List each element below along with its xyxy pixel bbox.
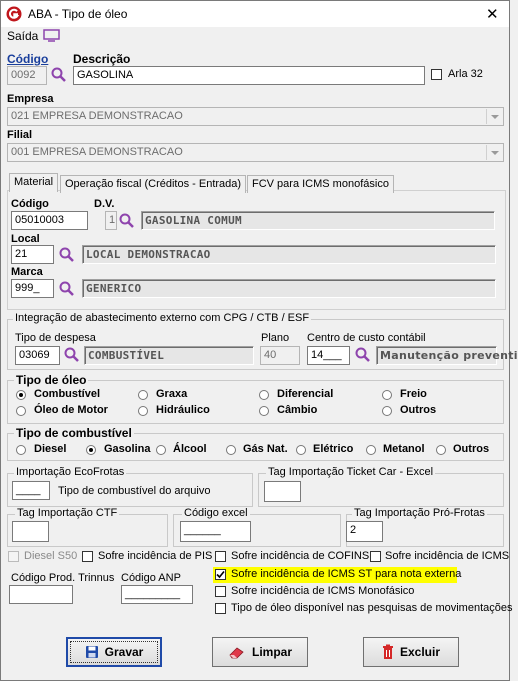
- radio-combustivel[interactable]: [16, 390, 26, 400]
- option-alcool[interactable]: Álcool: [173, 443, 207, 455]
- app-logo-icon: [6, 6, 22, 22]
- arla32-label: Arla 32: [448, 68, 483, 80]
- option-hidraulico[interactable]: Hidráulico: [156, 404, 210, 416]
- radio-gasolina[interactable]: [86, 445, 96, 455]
- centro-custo-input[interactable]: 14___: [307, 346, 350, 365]
- radio-hidraulico[interactable]: [138, 406, 148, 416]
- close-icon[interactable]: ✕: [486, 6, 499, 23]
- dv-input[interactable]: 1: [105, 211, 117, 230]
- tipo-combustivel-title: Tipo de combustível: [16, 426, 132, 440]
- option-outros-oleo[interactable]: Outros: [400, 404, 437, 416]
- ctf-input[interactable]: [12, 521, 49, 542]
- anp-label: Código ANP: [121, 572, 181, 584]
- option-graxa[interactable]: Graxa: [156, 388, 188, 400]
- filial-select[interactable]: [7, 143, 504, 162]
- excluir-label: Excluir: [399, 645, 441, 659]
- radio-diferencial[interactable]: [259, 390, 269, 400]
- option-freio[interactable]: Freio: [400, 388, 427, 400]
- search-icon[interactable]: [51, 67, 67, 83]
- centro-custo-label: Centro de custo contábil: [307, 332, 426, 344]
- radio-alcool[interactable]: [156, 445, 166, 455]
- eraser-icon: [228, 645, 246, 659]
- material-descricao: GASOLINA COMUM: [141, 211, 495, 230]
- empresa-select[interactable]: [7, 107, 504, 126]
- plano-label: Plano: [261, 332, 290, 344]
- excluir-button[interactable]: [363, 637, 459, 667]
- pis-label: Sofre incidência de PIS: [98, 550, 213, 562]
- disponivel-label: Tipo de óleo disponível nas pesquisas de movimentações: [231, 602, 513, 614]
- search-icon[interactable]: [64, 347, 80, 363]
- tipo-despesa-label: Tipo de despesa: [15, 332, 96, 344]
- search-icon[interactable]: [355, 347, 371, 363]
- codigo-input[interactable]: 0092: [7, 66, 47, 85]
- menu-saida[interactable]: Saída: [7, 29, 39, 43]
- diesel-s50-label: Diesel S50: [24, 550, 78, 562]
- plano-input[interactable]: 40: [260, 346, 300, 365]
- icms-mono-label: Sofre incidência de ICMS Monofásico: [231, 585, 415, 597]
- option-cambio[interactable]: Câmbio: [277, 404, 318, 416]
- radio-diesel[interactable]: [16, 445, 26, 455]
- material-codigo-input[interactable]: 05010003: [11, 211, 88, 230]
- codigo-excel-input[interactable]: ______: [180, 521, 251, 542]
- search-icon[interactable]: [59, 281, 75, 297]
- trinnus-input[interactable]: [9, 585, 73, 604]
- option-oleo-motor[interactable]: Óleo de Motor: [34, 404, 108, 416]
- monitor-icon[interactable]: [43, 29, 60, 42]
- tab-operacao-fiscal[interactable]: Operação fiscal (Créditos - Entrada): [60, 175, 246, 193]
- dv-label: D.V.: [94, 198, 115, 210]
- marca-input[interactable]: 999_: [11, 279, 54, 298]
- tab-material[interactable]: Material: [9, 173, 58, 192]
- descricao-input[interactable]: GASOLINA: [73, 66, 425, 85]
- tab-fcv-icms[interactable]: FCV para ICMS monofásico: [247, 175, 394, 193]
- search-icon[interactable]: [59, 247, 75, 263]
- radio-gas-natural[interactable]: [226, 445, 236, 455]
- filial-label: Filial: [7, 129, 33, 141]
- search-icon[interactable]: [119, 213, 135, 229]
- option-diesel[interactable]: Diesel: [34, 443, 67, 455]
- option-gas-natural[interactable]: Gás Nat.: [243, 443, 288, 455]
- gravar-label: Gravar: [104, 645, 144, 659]
- local-label: Local: [11, 233, 40, 245]
- material-codigo-label: Código: [11, 198, 49, 210]
- icms-st-nota-checkbox[interactable]: [215, 569, 226, 580]
- title-bar: [1, 1, 509, 27]
- pis-checkbox[interactable]: [82, 551, 93, 562]
- ticket-car-input[interactable]: [264, 481, 301, 502]
- icms-label: Sofre incidência de ICMS: [385, 550, 510, 562]
- codigo-excel-title: Código excel: [184, 507, 248, 519]
- radio-eletrico[interactable]: [296, 445, 306, 455]
- integracao-title: Integração de abastecimento externo com CPG / CTB / ESF: [15, 312, 310, 324]
- marca-label: Marca: [11, 266, 43, 278]
- marca-descricao: GENERICO: [82, 279, 496, 298]
- descricao-label: Descrição: [73, 52, 131, 66]
- disponivel-checkbox[interactable]: [215, 603, 226, 614]
- option-eletrico[interactable]: Elétrico: [313, 443, 354, 455]
- codigo-label: Código: [7, 52, 49, 66]
- centro-custo-descricao: Manutenção preventi: [376, 346, 497, 365]
- ecofrotas-title: Importação EcoFrotas: [16, 466, 125, 478]
- limpar-button[interactable]: [212, 637, 308, 667]
- checkmark-icon: [216, 570, 225, 579]
- cofins-label: Sofre incidência de COFINS: [231, 550, 370, 562]
- filial-value: 001 EMPRESA DEMONSTRACAO: [11, 146, 183, 158]
- chevron-down-icon[interactable]: [486, 145, 502, 160]
- gravar-button[interactable]: [66, 637, 162, 667]
- option-diferencial[interactable]: Diferencial: [277, 388, 334, 400]
- ticket-car-title: Tag Importação Ticket Car - Excel: [268, 466, 434, 478]
- window-title: ABA - Tipo de óleo: [28, 7, 128, 21]
- empresa-value: 021 EMPRESA DEMONSTRACAO: [11, 110, 183, 122]
- option-combustivel[interactable]: Combustível: [34, 388, 101, 400]
- icms-checkbox[interactable]: [370, 551, 381, 562]
- radio-oleo-motor[interactable]: [16, 406, 26, 416]
- radio-metanol[interactable]: [366, 445, 376, 455]
- tipo-despesa-descricao: COMBUSTÍVEL: [84, 346, 254, 365]
- tipo-oleo-title: Tipo de óleo: [16, 373, 87, 387]
- arla32-checkbox[interactable]: [431, 69, 442, 80]
- anp-input[interactable]: _________: [121, 585, 193, 604]
- ctf-title: Tag Importação CTF: [17, 507, 118, 519]
- diesel-s50-checkbox[interactable]: [8, 551, 19, 562]
- icms-st-nota-label: Sofre incidência de ICMS ST para nota externa: [231, 568, 462, 580]
- radio-outros-combustivel[interactable]: [436, 445, 446, 455]
- local-input[interactable]: 21: [11, 245, 54, 264]
- radio-graxa[interactable]: [138, 390, 148, 400]
- radio-outros-oleo[interactable]: [382, 406, 392, 416]
- cofins-checkbox[interactable]: [215, 551, 226, 562]
- option-metanol[interactable]: Metanol: [383, 443, 425, 455]
- ecofrotas-field-label: Tipo de combustível do arquivo: [58, 485, 211, 497]
- local-descricao: LOCAL DEMONSTRACAO: [82, 245, 496, 264]
- radio-cambio[interactable]: [259, 406, 269, 416]
- trash-icon: [382, 644, 394, 660]
- empresa-label: Empresa: [7, 93, 54, 105]
- icms-mono-checkbox[interactable]: [215, 586, 226, 597]
- ecofrotas-input[interactable]: ____: [12, 481, 50, 500]
- radio-freio[interactable]: [382, 390, 392, 400]
- save-icon: [85, 645, 99, 659]
- option-gasolina[interactable]: Gasolina: [104, 443, 151, 455]
- pro-frotas-title: Tag Importação Pró-Frotas: [354, 507, 485, 519]
- limpar-label: Limpar: [251, 645, 292, 659]
- trinnus-label: Código Prod. Trinnus: [11, 572, 115, 584]
- pro-frotas-input[interactable]: 2: [346, 521, 383, 542]
- tipo-despesa-input[interactable]: 03069: [15, 346, 60, 365]
- option-outros-combustivel[interactable]: Outros: [453, 443, 490, 455]
- chevron-down-icon[interactable]: [486, 109, 502, 124]
